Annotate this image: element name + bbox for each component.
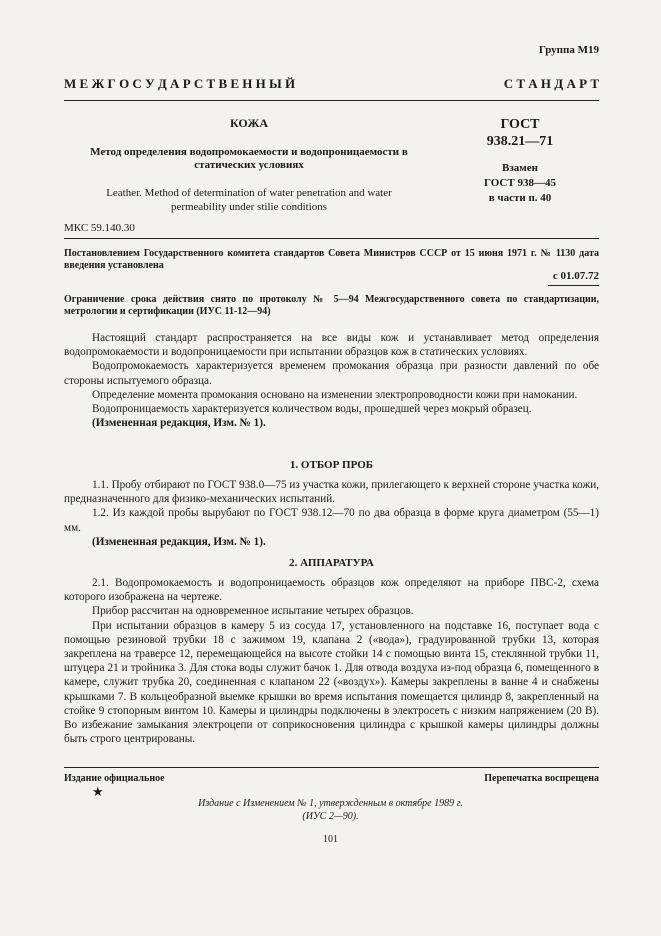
- replaces-part: в части п. 40: [488, 192, 552, 204]
- title-block: [64, 116, 434, 214]
- gost-block: [450, 116, 590, 206]
- official-edition-label: Издание официальное: [64, 773, 165, 784]
- interstate-standard-header: [64, 76, 599, 92]
- reprint-prohibited-label: Перепечатка воспрещена: [484, 773, 599, 784]
- limitation-text: Ограничение срока действия снято по протоколу № 5—94 Межгосударственного совета по стандартизации, метрологии и сертификации (ИУС 11-12—94): [64, 294, 599, 317]
- intro-paragraph: Настоящий стандарт распространяется на все виды кож и устанавливает метод определения водопромокаемости и водопроницаемости при испытании образцов кож в статических условиях.: [64, 332, 599, 359]
- section-1-body: [64, 478, 599, 549]
- doc-title: КОЖА: [230, 116, 268, 130]
- section-2-paragraph: При испытании образцов в камеру 5 из сосуда 17, установленного на подставке 16, поступает вода с помощью резиновой трубки 18 с зажимом 19, клапана 2 («вода»), градуированной трубки 13, которая закреплена на траверсе 12, перемещающейся на высоте стойки 14 с помощью винта 15, стеклянной трубки 11, штуцера 21 и тройника 3. Для стока воды служит бачок 1. Для отвода воздуха из-под образца 6, помещенного в камере, служит трубка 20, соединенная с клапаном 22 («воздух»). Камеры закреплены в ванне 4 и снабжены крышками 7. В кольцеобразной выемке крышки во время испытания помещается цилиндр 8, закрепленный на стойке 9 стопорным винтом 10. Камеры и цилиндры подключены в электросеть с низким напряжением (20 В). Во избежание замыкания электроцепи от соприкосновения цилиндра с крышкой камеры цилиндры должны быть строго центрированы.: [64, 619, 599, 746]
- doc-english-title: Leather. Method of determination of water penetration and water permeability under stilie conditions: [106, 187, 392, 213]
- edition-note: [0, 797, 661, 823]
- interstate-label: М Е Ж Г О С У Д А Р С Т В Е Н Н Ы Й: [64, 76, 296, 91]
- section-2-paragraph: 2.1. Водопромокаемость и водопроницаемость образцов кож определяют на приборе ПВС-2, схема которого изображена на чертеже.: [64, 577, 599, 604]
- section-2-body: [64, 576, 599, 746]
- section-1-heading: 1. ОТБОР ПРОБ: [289, 459, 374, 471]
- replaces-gost: ГОСТ 938—45: [484, 177, 556, 189]
- edition-note-line: (ИУС 2—90).: [302, 811, 359, 822]
- section-1-amendment-note: (Измененная редакция, Изм. № 1).: [92, 535, 266, 548]
- doc-subtitle: Метод определения водопромокаемости и водопроницаемости в статических условиях: [90, 146, 408, 171]
- star-icon: ★: [92, 784, 104, 799]
- decree-text: Постановлением Государственного комитета стандартов Совета Министров СССР от 15 июня 1971 г. № 1130 дата введения установлена: [64, 248, 599, 271]
- gost-number: 938.21—71: [486, 134, 554, 149]
- intro-paragraph: Водопроницаемость характеризуется количеством воды, прошедшей через мокрый образец.: [92, 403, 532, 416]
- section-1-paragraph: 1.1. Пробу отбирают по ГОСТ 938.0—75 из участка кожи, прилегающего к верхней стороне участка кожи, предназначенного для физико-механических испытаний.: [64, 479, 599, 506]
- section-2-paragraph: Прибор рассчитан на одновременное испытание четырех образцов.: [92, 605, 414, 618]
- mks-code: МКС 59.140.30: [64, 222, 135, 234]
- intro-date: с 01.07.72: [552, 270, 599, 282]
- intro-paragraph: Определение момента промокания основано на изменении электропроводности кожи при намокании.: [92, 388, 578, 401]
- footer-rule: [64, 767, 599, 768]
- page-number: 101: [323, 834, 338, 845]
- section-1-paragraph: 1.2. Из каждой пробы вырубают по ГОСТ 938.12—70 по два образца в форме круга диаметром (55—1) мм.: [64, 507, 599, 534]
- intro-amendment-note: (Измененная редакция, Изм. № 1).: [92, 417, 266, 430]
- header-rule: [64, 100, 599, 101]
- gost-label: ГОСТ: [500, 117, 540, 132]
- intro-paragraph: Водопромокаемость характеризуется временем промокания образца при разности давлений по обе стороны испытуемого образца.: [64, 360, 599, 387]
- edition-note-line: Издание с Изменением № 1, утвержденным в октябре 1989 г.: [198, 798, 463, 809]
- intro-section: [64, 331, 599, 430]
- group-code: Группа М19: [538, 44, 599, 56]
- section-2-heading: 2. АППАРАТУРА: [289, 557, 374, 569]
- standard-label: С Т А Н Д А Р Т: [503, 76, 599, 91]
- replaces-label: Взамен: [502, 162, 538, 174]
- date-rule: [548, 285, 599, 286]
- mks-rule: [64, 238, 599, 239]
